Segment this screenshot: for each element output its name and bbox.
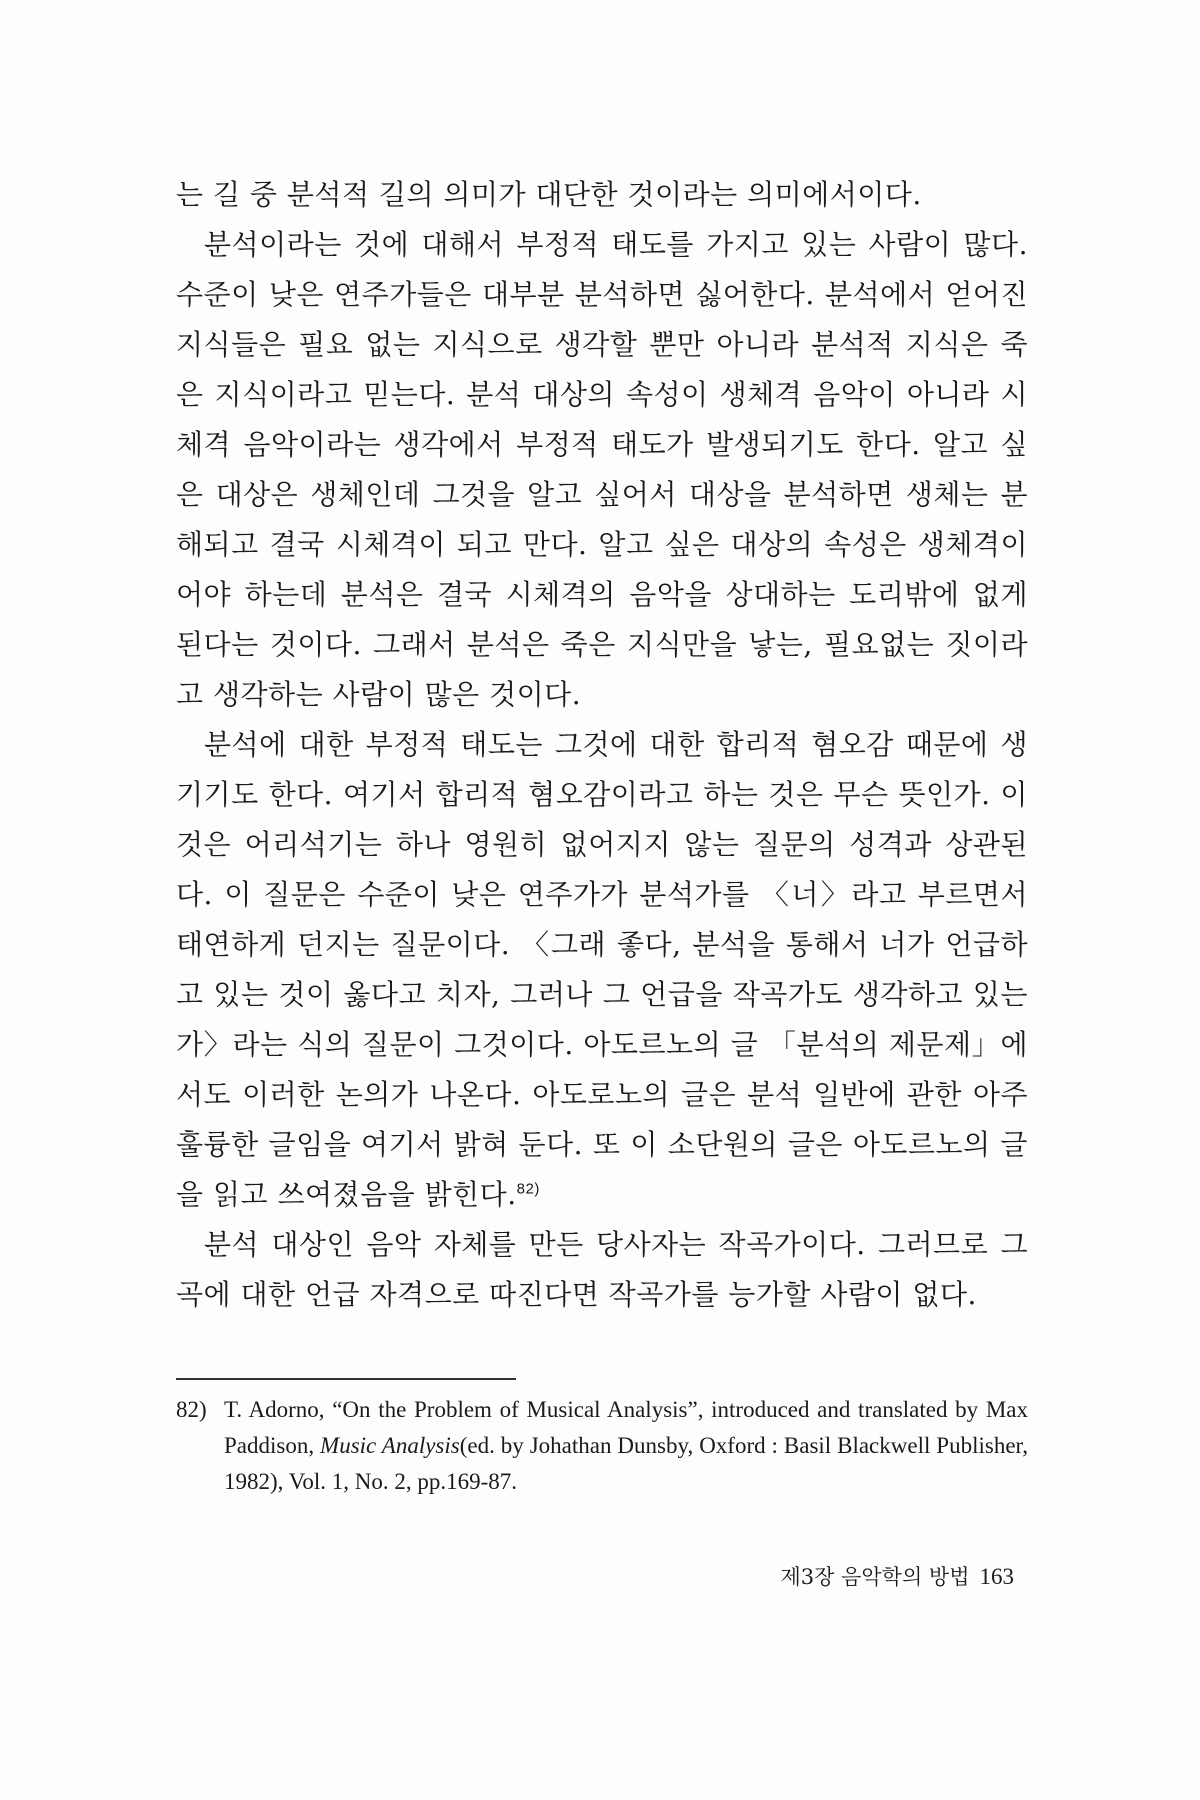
footnote-number: 82) xyxy=(176,1397,207,1422)
footnote-divider xyxy=(176,1378,516,1380)
body-text xyxy=(176,170,1028,1320)
paragraph-negative-attitude: 분석이라는 것에 대해서 부정적 태도를 가지고 있는 사람이 많다. 수준이 낮은 연주가들은 대부분 분석하면 싫어한다. 분석에서 얻어진 지식들은 필요 없는 지식으로 생각할 뿐만 아니라 분석적 지식은 죽은 지식이라고 믿는다. 분석 대상의 속성이 생체격 음악이 아니라 시체격 음악이라는 생각에서 부정적 태도가 발생되기도 한다. 알고 싶은 대상은 생체인데 그것을 알고 싶어서 대상을 분석하면 생체는 분해되고 결국 시체격이 되고 만다. 알고 싶은 대상의 속성은 생체격이어야 하는데 분석은 결국 시체격의 음악을 상대하는 도리밖에 없게 된다는 것이다. 그래서 분석은 죽은 지식만을 낳는, 필요없는 짓이라고 생각하는 사람이 많은 것이다. xyxy=(176,228,1028,711)
footnote xyxy=(176,1392,1028,1500)
paragraph-rational-aversion-text: 분석에 대한 부정적 태도는 그것에 대한 합리적 혐오감 때문에 생기기도 한다. 여기서 합리적 혐오감이라고 하는 것은 무슨 뜻인가. 이것은 어리석기는 하나 영원히 없어지지 않는 질문의 성격과 상관된다. 이 질문은 수준이 낮은 연주가가 분석가를 〈너〉라고 부르면서 태연하게 던지는 질문이다. 〈그래 좋다, 분석을 통해서 너가 언급하고 있는 것이 옳다고 치자, 그러나 그 언급을 작곡가도 생각하고 있는가〉라는 식의 질문이 그것이다. 아도르노의 글 「분석의 제문제」에서도 이러한 논의가 나온다. 아도로노의 글은 분석 일반에 관한 아주 훌륭한 글임을 여기서 밝혀 둔다. 또 이 소단원의 글은 아도르노의 글을 읽고 쓰여졌음을 밝힌다. xyxy=(176,728,1028,1211)
footnote-reference: 82) xyxy=(516,1180,540,1198)
chapter-title: 제3장 음악학의 방법 xyxy=(780,1565,970,1589)
paragraph-continued: 는 길 중 분석적 길의 의미가 대단한 것이라는 의미에서이다. xyxy=(176,178,922,211)
paragraph-rational-aversion xyxy=(176,720,1028,1220)
page-number: 163 xyxy=(979,1564,1014,1589)
running-footer xyxy=(781,1562,1015,1592)
footnote-text-b: (ed. by Johathan Dunsby, Oxford : Basil Blackwell Publisher, 1982), Vol. 1, No. 2, pp.169-87. xyxy=(224,1433,1029,1494)
paragraph-composer: 분석 대상인 음악 자체를 만든 당사자는 작곡가이다. 그러므로 그 곡에 대한 언급 자격으로 따진다면 작곡가를 능가할 사람이 없다. xyxy=(176,1228,1028,1311)
footnote-entry xyxy=(176,1392,1028,1500)
footnote-body xyxy=(224,1392,1028,1500)
footnote-journal-title: Music Analysis xyxy=(320,1433,460,1458)
footnote-text-a: T. Adorno, “On the Problem of Musical Analysis”, introduced and translated by Max Paddison, xyxy=(224,1397,1028,1458)
